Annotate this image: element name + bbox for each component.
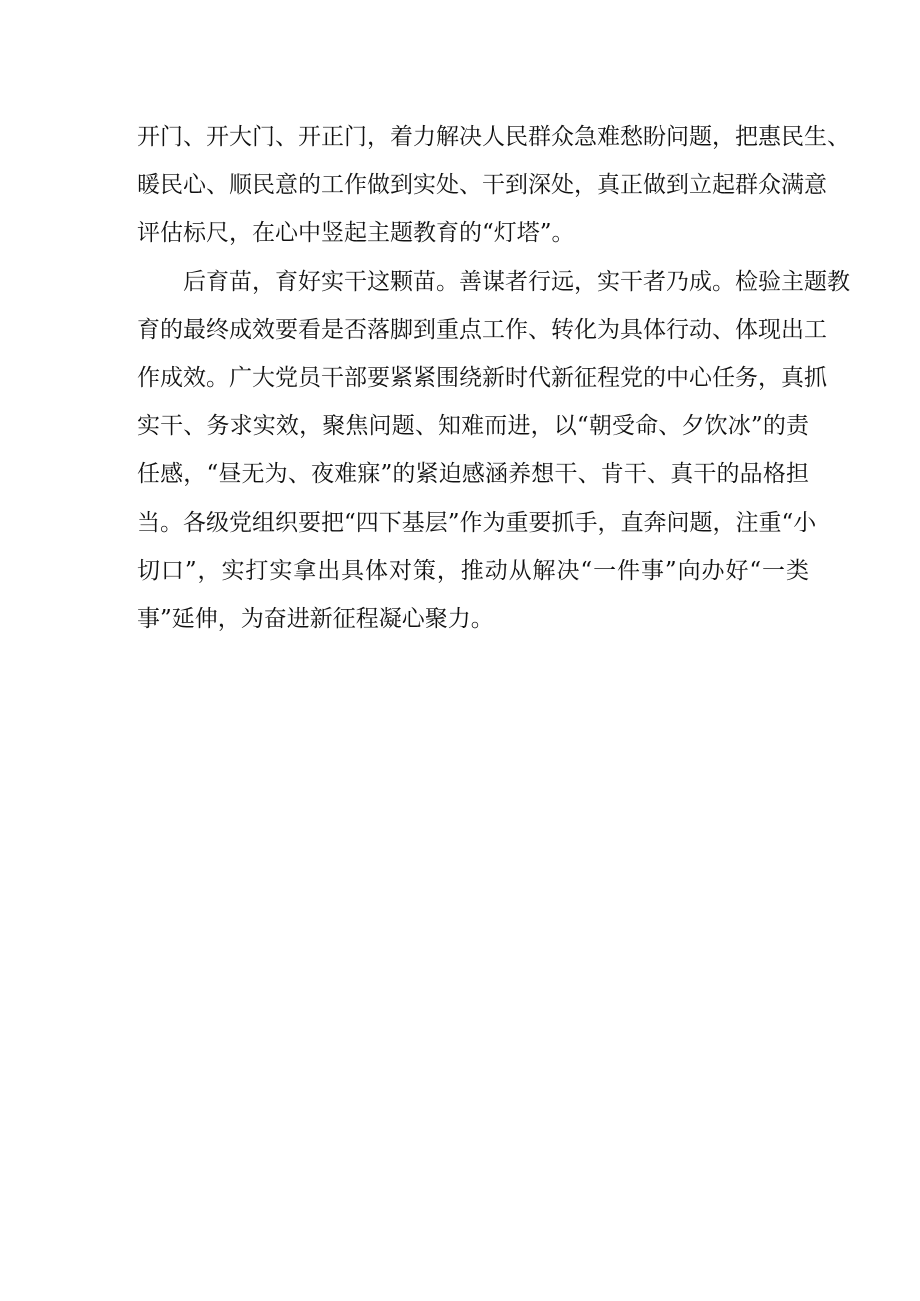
text-line: 开门、开大门、开正门，着力解决人民群众急难愁盼问题，把惠民生、 [137,124,850,150]
text-line: 当。各级党组织要把“四下基层”作为重要抓手，直奔问题，注重“小 [137,509,817,536]
text-line: 任感，“昼无为、夜难寐”的紧迫感涵养想干、肯干、真干的品格担 [137,461,809,488]
text-line: 作成效。广大党员干部要紧紧围绕新时代新征程党的中心任务，真抓 [137,364,827,391]
text-line: 事”延伸，为奋进新征程凝心聚力。 [137,605,494,632]
text-line: 切口”，实打实拿出具体对策，推动从解决“一件事”向办好“一类 [137,557,809,584]
text-line: 育的最终成效要看是否落脚到重点工作、转化为具体行动、体现出工 [137,316,827,343]
text-line: 实干、务求实效，聚焦问题、知难而进，以“朝受命、夕饮冰”的责 [137,413,809,440]
document-body [137,113,850,643]
paragraph-2 [137,258,850,644]
text-line: 评估标尺，在心中竖起主题教育的“灯塔”。 [137,220,575,247]
paragraph-1 [137,113,850,258]
text-line: 暖民心、顺民意的工作做到实处、干到深处，真正做到立起群众满意 [137,172,827,199]
text-line: 后育苗，育好实干这颗苗。善谋者行远，实干者乃成。检验主题教 [183,268,850,295]
